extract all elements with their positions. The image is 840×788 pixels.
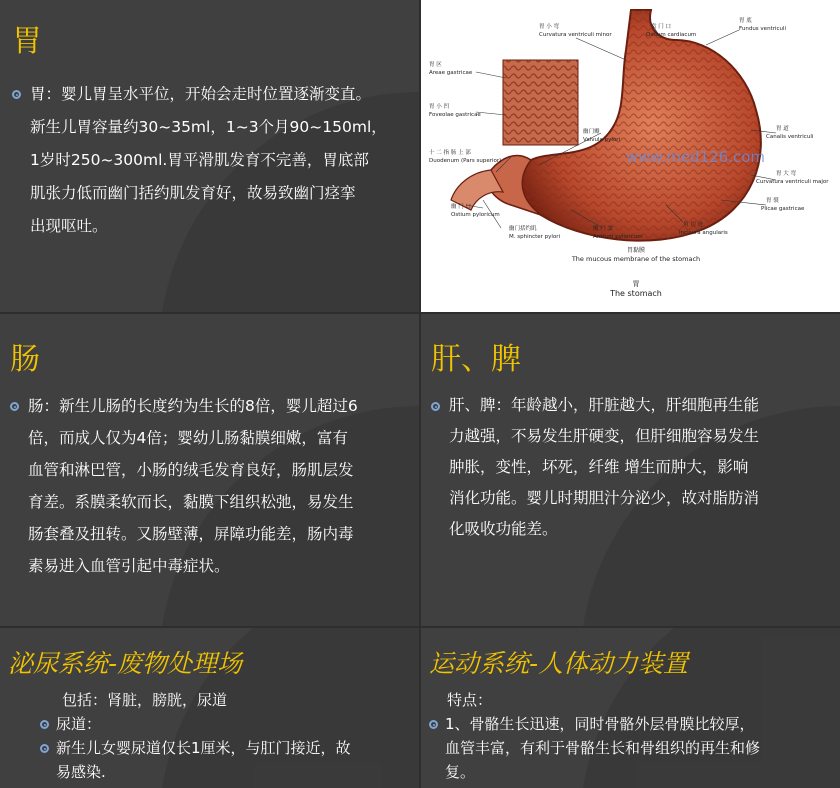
label-duodenum-cn: 十 二 指 肠 上 部 (429, 150, 471, 156)
urinary-item2-line: 新生儿女婴尿道仅长1厘米，与肛门接近，故 (56, 739, 351, 757)
label-areae-cn: 胃 区 (429, 62, 442, 68)
intestine-line: 素易进入血管引起中毒症状。 (28, 557, 230, 575)
bullet-icon (40, 744, 49, 753)
bullet-icon (431, 402, 440, 411)
liver-line: 力越强，不易发生肝硬变，但肝细胞容易发生 (449, 427, 760, 445)
urinary-title: 泌尿系统-废物处理场 (8, 649, 243, 678)
intestine-line: 育差。系膜柔软而长，黏膜下组织松弛，易发生 (28, 493, 354, 511)
stomach-panel (0, 0, 419, 312)
label-fundus-en: Fundus ventriculi (739, 26, 787, 32)
stomach-title: 胃 (12, 24, 42, 59)
label-duodenum-en: Duodenum (Pars superior) (429, 158, 502, 164)
intestine-line: 肠套叠及扭转。又肠壁薄，屏障功能差，肠内毒 (28, 525, 354, 543)
stomach-illustration-panel (421, 0, 840, 312)
motor-panel (421, 628, 840, 788)
intestine-panel (0, 314, 419, 626)
label-canalis-en: Canalis ventriculi (766, 134, 814, 140)
stomach-illustration (421, 0, 840, 312)
label-ostium-pyl-cn: 幽 门 口 (451, 204, 471, 210)
label-curv-minor-cn: 胃 小 弯 (539, 24, 559, 30)
intestine-title: 肠 (10, 342, 40, 377)
label-incisura-cn: 角 切 迹 (683, 222, 703, 228)
label-sphincter-cn: 幽门括约肌 (509, 226, 537, 232)
sub-caption-en: The mucous membrane of the stomach (571, 255, 701, 263)
motor-title: 运动系统-人体动力装置 (429, 649, 689, 678)
label-curv-minor-en: Curvatura ventriculi minor (539, 32, 612, 38)
label-plicae-en: Plicae gastricae (761, 206, 805, 212)
label-valvula-en: Valvula pylori (583, 137, 621, 143)
label-curv-major-cn: 胃 大 弯 (776, 171, 796, 177)
bullet-icon (10, 402, 19, 411)
label-foveolae-en: Foveolae gastricae (429, 112, 481, 118)
urinary-item2-line: 易感染. (56, 763, 106, 781)
label-sphincter-en: M. sphincter pylori (509, 234, 561, 240)
stomach-text (4, 78, 414, 243)
caption-en: The stomach (610, 289, 662, 298)
liver-spleen-panel (421, 314, 840, 626)
urinary-text (0, 688, 418, 784)
caption-cn: 胃 (632, 280, 640, 288)
label-canalis-cn: 胃 道 (776, 126, 789, 132)
intestine-line: 倍，而成人仅为4倍；婴幼儿肠黏膜细嫩，富有 (28, 429, 348, 447)
label-incisura-en: Incisura angularis (679, 230, 728, 236)
motor-line: 血管丰富，有利于骨骼生长和骨组织的再生和修 (445, 739, 761, 757)
label-plicae-cn: 胃 襞 (766, 198, 779, 204)
label-antrum-en: Antrum pyloricum (593, 234, 643, 240)
label-areae-en: Areae gastricae (429, 70, 473, 76)
liver-line: 化吸收功能差。 (449, 520, 558, 538)
label-fundus-cn: 胃 底 (739, 18, 752, 24)
stomach-line: 新生儿胃容量约30~35ml，1~3个月90~150ml， (30, 118, 387, 136)
label-curv-major-en: Curvatura ventriculi major (756, 179, 829, 185)
stomach-line: 胃：婴儿胃呈水平位，开始会走时位置逐渐变直。 (30, 85, 372, 103)
motor-line: 1、骨骼生长迅速，同时骨骼外层骨膜比较厚， (445, 715, 755, 733)
intestine-line: 肠：新生儿肠的长度约为生长的8倍，婴儿超过6 (28, 397, 358, 415)
label-valvula-cn: 幽门瓣 (583, 129, 600, 135)
stomach-line: 1岁时250~300ml.胃平滑肌发育不完善，胃底部 (30, 151, 369, 169)
label-ostium-pyl-en: Ostium pyloricum (451, 212, 500, 218)
bullet-icon (12, 90, 21, 99)
motor-intro: 特点： (447, 691, 493, 709)
stomach-line: 出现呕吐。 (30, 217, 108, 235)
sub-caption-cn: 胃黏膜 (626, 247, 646, 254)
label-antrum-cn: 幽 门 窦 (593, 226, 613, 232)
liver-text (423, 390, 837, 545)
label-foveolae-cn: 胃 小 凹 (429, 104, 449, 110)
urinary-item1: 尿道： (56, 715, 102, 733)
bullet-icon (40, 720, 49, 729)
urinary-panel (0, 628, 419, 788)
motor-text (421, 688, 839, 784)
intestine-text (2, 390, 416, 582)
label-cardia-cn: 贲 门 口 (651, 24, 671, 30)
liver-line: 消化功能。婴儿时期胆汁分泌少，故对脂肪消 (449, 489, 760, 507)
mucosa-inset-texture (503, 60, 578, 145)
label-cardia-en: Ostium cardiacum (646, 32, 697, 38)
intestine-line: 血管和淋巴管，小肠的绒毛发育良好，肠肌层发 (28, 461, 354, 479)
bullet-icon (429, 720, 438, 729)
urinary-intro: 包括：肾脏，膀胱，尿道 (62, 691, 228, 709)
liver-line: 肝、脾：年龄越小，肝脏越大，肝细胞再生能 (449, 396, 760, 414)
liver-title: 肝、脾 (431, 342, 521, 377)
watermark: www.med126.com (626, 148, 765, 166)
stomach-line: 肌张力低而幽门括约肌发育好，故易致幽门痉挛 (30, 184, 356, 202)
liver-line: 肿胀，变性，坏死，纤维 增生而肿大，影响 (449, 458, 749, 476)
motor-line: 复。 (445, 763, 476, 781)
